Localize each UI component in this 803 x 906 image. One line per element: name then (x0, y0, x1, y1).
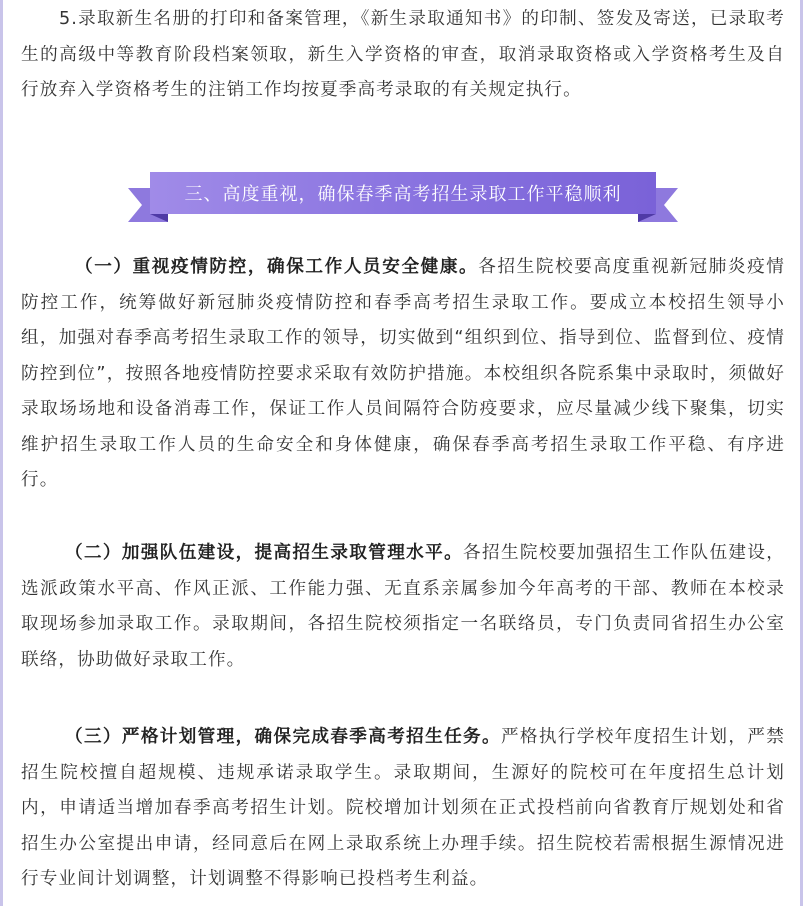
intro-text: 5.录取新生名册的打印和备案管理，《新生录取通知书》的印制、签发及寄送，已录取考生的高级中等教育阶段档案领取，新生入学资格的审查，取消录取资格或入学资格考生及自行放弃入学资格考生的注销工作均按夏季高考录取的有关规定执行。 (21, 9, 785, 100)
item-3-lead: （三）严格计划管理，确保完成春季高考招生任务。 (65, 727, 501, 747)
item-2-lead: （二）加强队伍建设，提高招生录取管理水平。 (65, 543, 464, 563)
item-1-lead: （一）重视疫情防控，确保工作人员安全健康。 (75, 257, 479, 277)
section-banner (128, 172, 678, 222)
intro-paragraph (21, 2, 785, 109)
item-paragraph-2 (21, 536, 785, 678)
item-paragraph-1 (21, 250, 785, 499)
item-2-body: 各招生院校要加强招生工作队伍建设，选派政策水平高、作风正派、工作能力强、无直系亲属参加今年高考的干部、教师在本校录取现场参加录取工作。录取期间，各招生院校须指定一名联络员，专门负责同省招生办公室联络，协助做好录取工作。 (21, 543, 786, 670)
item-paragraph-3 (21, 720, 785, 898)
item-3-body: 严格执行学校年度招生计划，严禁招生院校擅自超规模、违规承诺录取学生。录取期间，生源好的院校可在年度招生总计划内，申请适当增加春季高考招生计划。院校增加计划须在正式投档前向省教育厅规划处和省招生办公室提出申请，经同意后在网上录取系统上办理手续。招生院校若需根据生源情况进行专业间计划调整，计划调整不得影响已投档考生利益。 (21, 727, 785, 889)
banner-body (150, 172, 656, 214)
item-1-body: 各招生院校要高度重视新冠肺炎疫情防控工作，统筹做好新冠肺炎疫情防控和春季高考招生录取工作。要成立本校招生领导小组，加强对春季高考招生录取工作的领导，切实做到“组织到位、指导到位、监督到位、疫情防控到位”，按照各地疫情防控要求采取有效防护措施。本校组织各院系集中录取时，须做好录取场场地和设备消毒工作，保证工作人员间隔符合防疫要求，应尽量减少线下聚集，切实维护招生录取工作人员的生命安全和身体健康，确保春季高考招生录取工作平稳、有序进行。 (21, 257, 785, 490)
section-title: 三、高度重视，确保春季高考招生录取工作平稳顺利 (184, 184, 622, 205)
